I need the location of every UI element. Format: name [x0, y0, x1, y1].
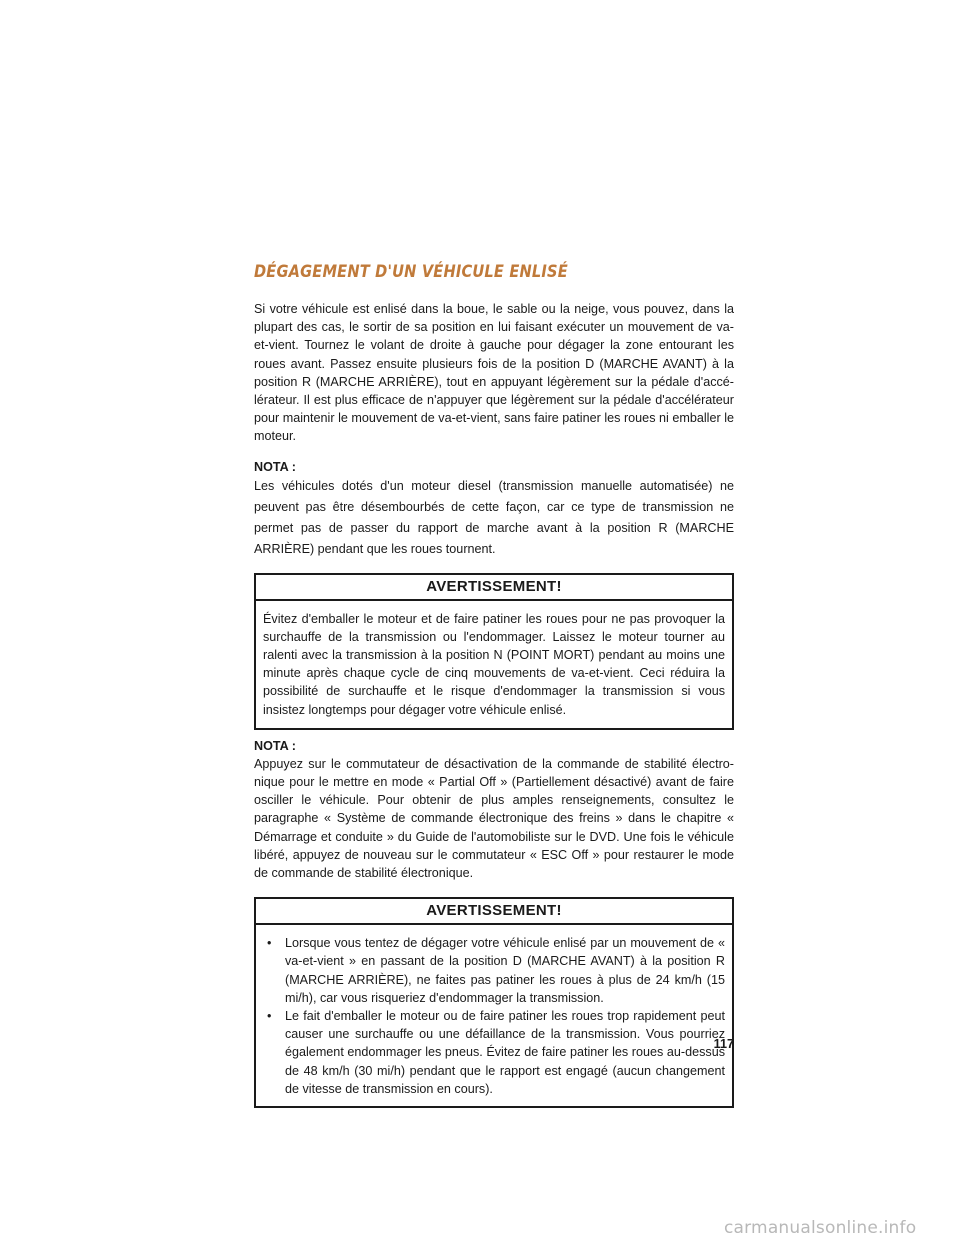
bullet-icon: • — [267, 936, 272, 951]
page-content — [254, 262, 734, 1108]
note-paragraph: Les véhicules dotés d'un moteur diesel (transmission manuelle automatisée) ne peuvent pas être désembourbés de cette façon, car ce type de transmission ne permet pas de passer du rapport de marche avant à la position R (MARCHE ARRIÈRE) pendant que les roues tournent. — [254, 478, 734, 556]
list-item-text: Lorsque vous tentez de dégager votre véhicule enlisé par un mouvement de « va-et-vient » en passant de la position D (MARCHE AVANT) à la position R (MARCHE ARRIÈRE), ne faites pas patiner les roues à plus de 24 km/h (15 mi/h), car vous risqueriez d'endommager la transmission. — [285, 936, 725, 1005]
note-label: NOTA : — [254, 459, 296, 474]
page-number: 117 — [713, 1037, 734, 1051]
bullet-icon: • — [267, 1009, 272, 1024]
list-item — [263, 1007, 725, 1098]
note-paragraph: Appuyez sur le commutateur de désactivation de la commande de stabilité électro-nique pour le mettre en mode « Partial Off » (Partiellement désactivé) avant de faire osciller le véhicule. Pour obtenir de plus amples renseignements, consultez le paragraphe « Système de commande électronique des freins » dans le chapitre « Démarrage et conduite » du Guide de l'automobiliste sur le DVD. Une fois le véhicule libéré, appuyez de nouveau sur le commutateur « ESC Off » pour restaurer le mode de commande de stabilité électronique. — [254, 756, 734, 881]
section-title: DÉGAGEMENT D'UN VÉHICULE ENLISÉ — [254, 262, 568, 282]
warning-list — [263, 934, 725, 1098]
list-item-text: Le fait d'emballer le moteur ou de faire patiner les roues trop rapidement peut causer une surchauffe ou une défaillance de la transmission. Vous pourriez également endommager les pneus. Évitez de faire patiner les roues au-dessus de 48 km/h (30 mi/h) pendant que le rapport est engagé (aucun changement de vitesse de transmission en cours). — [285, 1009, 725, 1096]
list-item — [263, 934, 725, 1007]
warning-box — [254, 573, 734, 730]
warning-box — [254, 897, 734, 1108]
watermark: carmanualsonline.info — [724, 1218, 917, 1238]
intro-paragraph: Si votre véhicule est enlisé dans la boue, le sable ou la neige, vous pouvez, dans la plupart des cas, le sortir de sa position en lui faisant exécuter un mouvement de va-et-vient. Tournez le volant de droite à gauche pour dégager la zone entourant les roues avant. Passez ensuite plusieurs fois de la position D (MARCHE AVANT) à la position R (MARCHE ARRIÈRE), tout en appuyant légèrement sur la pédale d'accé-lérateur. Il est plus efficace de n'appuyer que légèrement sur la pédale d'accélérateur pour maintenir le mouvement de va-et-vient, sans faire patiner les roues ni emballer le moteur. — [254, 302, 734, 444]
warning-text: Évitez d'emballer le moteur et de faire patiner les roues pour ne pas provoquer la surchauffe de la transmission ou l'endommager. Laissez le moteur tourner au ralenti avec la transmission à la position N (POINT MORT) pendant au moins une minute après chaque cycle de cinq mouvements de va-et-vient. Ceci réduira la possibilité de surchauffe et le risque d'endommager la transmission si vous insistez longtemps pour dégager votre véhicule enlisé. — [263, 611, 725, 717]
note-label: NOTA : — [254, 738, 296, 753]
warning-title: AVERTISSEMENT! — [256, 899, 732, 925]
warning-body — [256, 925, 732, 1106]
warning-title: AVERTISSEMENT! — [256, 575, 732, 601]
